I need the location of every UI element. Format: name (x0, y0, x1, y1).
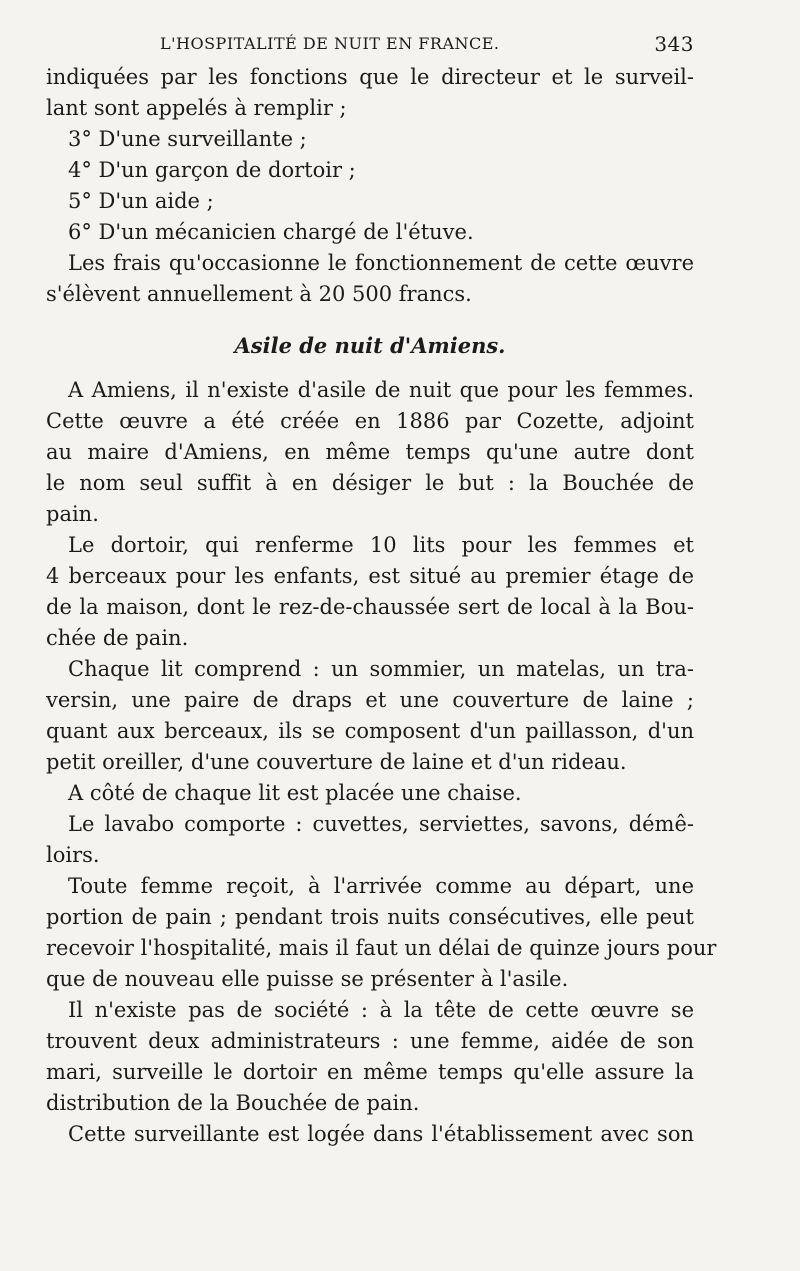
text-line: s'élèvent annuellement à 20 500 francs. (46, 282, 472, 306)
text-line: A Amiens, il n'existe d'asile de nuit que pour les femmes. (68, 378, 694, 402)
running-title: L'HOSPITALITÉ DE NUIT EN FRANCE. (160, 34, 500, 53)
text-line: indiquées par les fonctions que le directeur et le surveil- (46, 65, 694, 89)
text-line: chée de pain. (46, 626, 189, 650)
text-line: quant aux berceaux, ils se composent d'un paillasson, d'un (46, 719, 694, 743)
text-line: 4 berceaux pour les enfants, est situé au premier étage de (46, 564, 694, 588)
text-line: Cette œuvre a été créée en 1886 par Cozette, adjoint (46, 409, 694, 433)
text-line: recevoir l'hospitalité, mais il faut un délai de quinze jours pour (46, 936, 717, 960)
section-heading: Asile de nuit d'Amiens. (234, 333, 506, 358)
text-line: pain. (46, 502, 99, 526)
text-line: Le dortoir, qui renferme 10 lits pour les femmes et (68, 533, 694, 557)
continued-paragraph (46, 62, 694, 310)
text-line: mari, surveille le dortoir en même temps qu'elle assure la (46, 1060, 694, 1084)
list-item: 6° D'un mécanicien chargé de l'étuve. (68, 220, 474, 244)
text-line: trouvent deux administrateurs : une femme, aidée de son (46, 1029, 694, 1053)
text-line: versin, une paire de draps et une couverture de laine ; (46, 688, 694, 712)
text-line: Les frais qu'occasionne le fonctionnement de cette œuvre (68, 251, 694, 275)
list-item: 4° D'un garçon de dortoir ; (68, 158, 356, 182)
list-item: 5° D'un aide ; (68, 189, 214, 213)
text-line: Cette surveillante est logée dans l'établissement avec son (68, 1122, 694, 1146)
text-line: lant sont appelés à remplir ; (46, 96, 347, 120)
text-line: Il n'existe pas de société : à la tête de cette œuvre se (68, 998, 694, 1022)
page-number: 343 (654, 32, 694, 56)
text-line: petit oreiller, d'une couverture de laine et d'un rideau. (46, 750, 627, 774)
text-line: portion de pain ; pendant trois nuits consécutives, elle peut (46, 905, 694, 929)
text-line: que de nouveau elle puisse se présenter à l'asile. (46, 967, 569, 991)
text-line: au maire d'Amiens, en même temps qu'une autre dont (46, 440, 694, 464)
text-line: Toute femme reçoit, à l'arrivée comme au départ, une (68, 874, 694, 898)
text-line: A côté de chaque lit est placée une chaise. (68, 781, 522, 805)
running-header (46, 28, 694, 62)
list-item: 3° D'une surveillante ; (68, 127, 307, 151)
section-body (46, 375, 717, 1150)
book-page (46, 28, 717, 1150)
text-line: de la maison, dont le rez-de-chaussée sert de local à la Bou- (46, 595, 694, 619)
text-line: distribution de la Bouchée de pain. (46, 1091, 420, 1115)
text-line: loirs. (46, 843, 100, 867)
text-line: le nom seul suffit à en désiger le but : la Bouchée de (46, 471, 694, 495)
text-line: Le lavabo comporte : cuvettes, serviettes, savons, démê- (68, 812, 694, 836)
text-line: Chaque lit comprend : un sommier, un matelas, un tra- (68, 657, 694, 681)
